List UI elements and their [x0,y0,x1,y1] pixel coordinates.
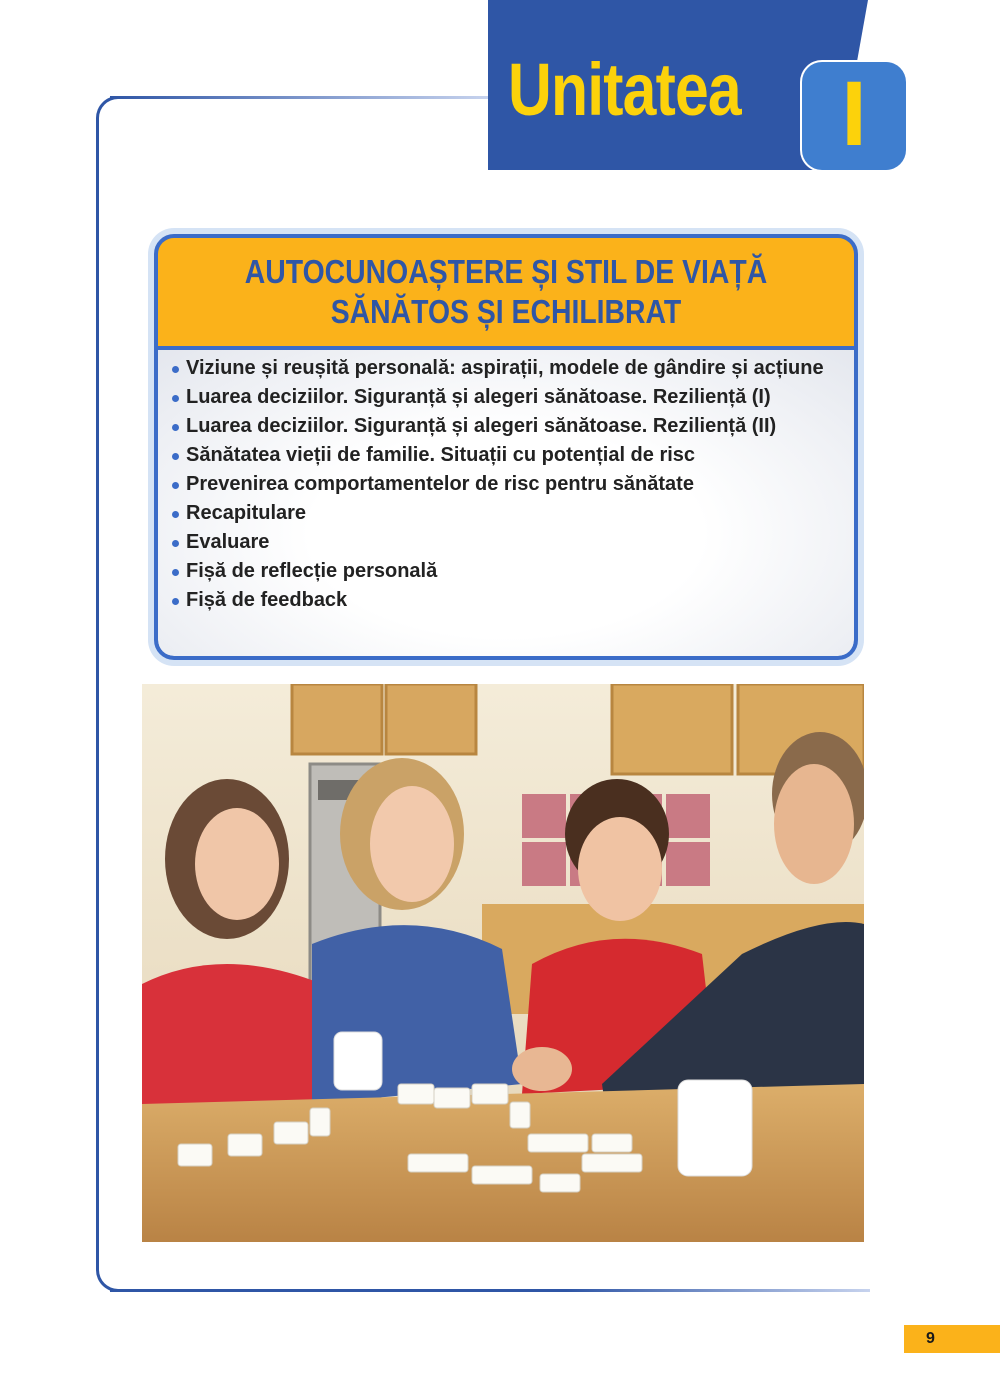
frame-bottom-line [110,1289,870,1292]
family-dominoes-illustration [142,684,864,1242]
title-line-2: SĂNĂTOS ȘI ECHILIBRAT [330,293,682,330]
list-item: Fișă de reflecție personală [170,557,834,586]
title-line-1: AUTOCUNOAȘTERE ȘI STIL DE VIAȚĂ [244,253,768,290]
list-item: Recapitulare [170,499,834,528]
unit-contents-box [148,228,864,666]
list-item: Fișă de feedback [170,586,834,615]
unit-contents-title [158,238,854,346]
topics-panel [158,350,854,656]
unit-contents-frame [154,234,858,660]
topics-list [158,350,854,615]
unit-number-badge: I [802,62,906,170]
list-item: Luarea deciziilor. Siguranță și alegeri sănătoase. Reziliență (II) [170,412,834,441]
list-item: Viziune și reușită personală: aspirații, modele de gândire și acțiune [170,354,834,383]
list-item: Sănătatea vieții de familie. Situații cu potențial de risc [170,441,834,470]
list-item: Prevenirea comportamentelor de risc pentru sănătate [170,470,834,499]
list-item: Luarea deciziilor. Siguranță și alegeri sănătoase. Reziliență (I) [170,383,834,412]
list-item: Evaluare [170,528,834,557]
page-number: 9 [904,1325,1000,1353]
family-dominoes-photo [142,684,864,1242]
frame-top-line [110,96,490,99]
unit-title: Unitatea [508,48,741,131]
